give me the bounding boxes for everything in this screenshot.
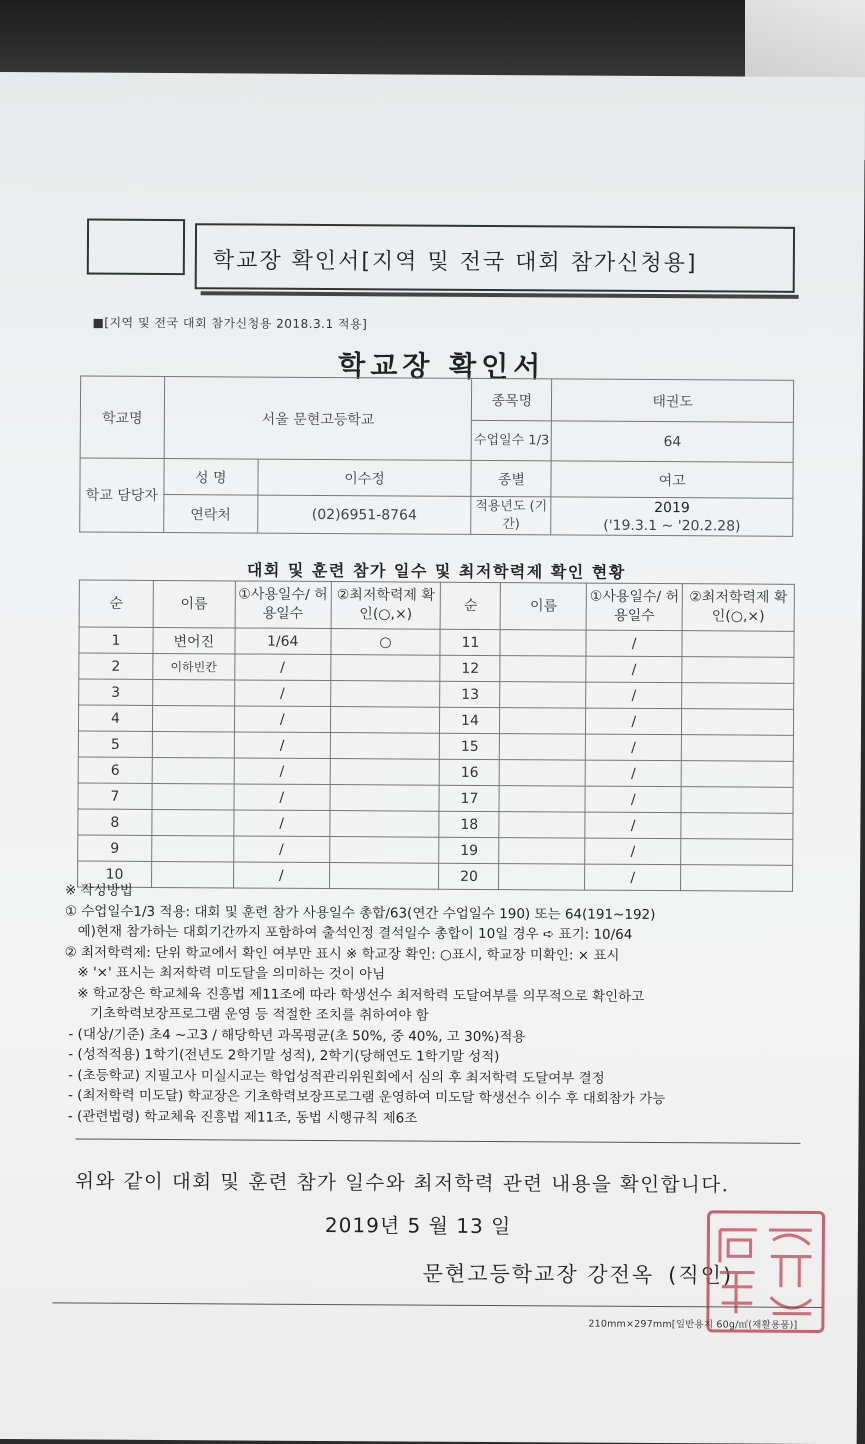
row-name <box>152 731 234 757</box>
row-days: / <box>586 708 682 735</box>
row-check <box>681 735 793 762</box>
row-no: 17 <box>439 785 499 811</box>
section-title: 대회 및 훈련 참가 일수 및 최저학력제 확인 현황 <box>246 560 626 582</box>
instruction-line: - (성적적용) 1학기(전년도 2학기말 성적), 2학기(당해연도 1학기말 성적) <box>63 1046 500 1066</box>
row-days: / <box>585 760 681 787</box>
row-days: / <box>234 706 330 733</box>
participation-table <box>77 579 795 891</box>
seal-pattern <box>709 1213 822 1330</box>
row-days: / <box>234 810 330 837</box>
signer-line <box>423 1258 734 1290</box>
name-label: 성 명 <box>164 459 258 496</box>
document-title: 학교장 확인서 <box>338 349 546 384</box>
row-name <box>500 760 586 787</box>
row-days: / <box>234 758 330 785</box>
row-name: 변어진 <box>153 627 235 653</box>
gender-label: 종별 <box>471 460 551 496</box>
divider <box>75 1138 800 1143</box>
event-value: 태권도 <box>552 379 794 422</box>
school-name-label: 학교명 <box>80 376 164 459</box>
row-name <box>500 630 586 657</box>
row-days: / <box>585 838 681 865</box>
instruction-line: 기초학력보장프로그램 운영 등 적절한 조치를 취하여야 함 <box>64 1005 429 1024</box>
row-no: 18 <box>439 811 499 837</box>
year-cell <box>551 497 793 536</box>
official-seal-stamp <box>706 1210 825 1333</box>
row-name <box>500 734 586 761</box>
row-no: 14 <box>440 707 500 733</box>
col-no: 순 <box>79 580 153 627</box>
document-page <box>0 72 865 1444</box>
row-name <box>500 708 586 735</box>
row-no: 10 <box>78 861 152 887</box>
row-no: 6 <box>78 757 152 783</box>
row-days: / <box>585 864 681 891</box>
row-check <box>330 655 440 682</box>
form-subline: ■[지역 및 전국 대회 참가신청용 2018.3.1 적용] <box>92 315 368 332</box>
instruction-line: - (관련법령) 학교체육 진흥법 제11조, 동법 시행규칙 제6조 <box>63 1107 418 1127</box>
row-check <box>330 759 440 786</box>
row-no: 16 <box>440 759 500 785</box>
col-days: ①사용일수/ 허용일수 <box>586 583 682 631</box>
instruction-line: ② 최저학력제: 단위 학교에서 확인 여부만 표시 ※ 학교장 확인: ○표시, 학교장 미확인: × 표시 <box>64 943 620 964</box>
row-check <box>681 813 793 840</box>
row-name <box>499 786 585 813</box>
row-days: / <box>586 734 682 761</box>
row-name <box>152 809 234 835</box>
row-check <box>682 657 794 684</box>
col-days: ①사용일수/ 허용일수 <box>235 581 331 629</box>
event-label: 종목명 <box>472 378 552 420</box>
row-check <box>681 839 793 866</box>
contact-label: 연락처 <box>164 495 258 534</box>
row-name <box>153 679 235 705</box>
row-no: 5 <box>78 731 152 757</box>
days-value: 64 <box>551 421 793 462</box>
row-check <box>330 785 440 812</box>
paper-spec: 210mm×297mm[일반용지 60g/㎡(재활용품)] <box>588 1318 798 1331</box>
gender-value: 여고 <box>551 461 793 498</box>
row-name <box>499 812 585 839</box>
row-no: 11 <box>440 629 500 655</box>
row-check <box>329 811 439 838</box>
row-days: / <box>234 784 330 811</box>
manager-label: 학교 담당자 <box>80 458 164 533</box>
row-name <box>152 783 234 809</box>
form-number-box <box>87 219 185 276</box>
school-name-value: 서울 문현고등학교 <box>164 377 472 461</box>
col-name: 이름 <box>500 583 586 631</box>
instruction-line: - (초등학교) 지필고사 미실시교는 학업성적관리위원회에서 심의 후 최저학력 도달여부 결정 <box>63 1066 605 1087</box>
seal-mark-label: (직인) <box>668 1263 734 1288</box>
row-no: 7 <box>78 783 152 809</box>
row-days: / <box>586 656 682 683</box>
instruction-line: ※ '×' 표시는 최저학력 미도달을 의미하는 것이 아님 <box>64 964 386 983</box>
row-no: 2 <box>79 653 153 679</box>
row-no: 1 <box>79 627 153 653</box>
year-label: 적용년도 (기간) <box>471 496 551 534</box>
row-check <box>681 761 793 788</box>
row-name <box>152 835 234 861</box>
header-title-box <box>195 223 795 293</box>
row-check <box>330 733 440 760</box>
row-no: 12 <box>440 655 500 681</box>
col-check: ②최저학력제 확인(○,×) <box>682 584 794 632</box>
row-check <box>330 707 440 734</box>
row-days: 1/64 <box>235 628 331 655</box>
instruction-line: 예)현재 참가하는 대회기간까지 포함하여 출석인정 결석일수 총합이 10일 경우 ➪ 표기: 10/64 <box>64 923 633 943</box>
row-no: 9 <box>78 835 152 861</box>
writing-instructions <box>64 880 825 1131</box>
name-value: 이수정 <box>258 459 472 496</box>
row-days: / <box>586 682 682 709</box>
days-label: 수업일수 1/3 <box>472 420 552 460</box>
row-name <box>152 705 234 731</box>
col-name: 이름 <box>153 580 235 627</box>
row-days: / <box>234 680 330 707</box>
row-days: / <box>585 812 681 839</box>
col-check: ②최저학력제 확인(○,×) <box>331 582 441 630</box>
header-title: 학교장 확인서[지역 및 전국 대회 참가신청용] <box>212 248 698 277</box>
row-days: / <box>233 836 329 863</box>
row-no: 3 <box>79 679 153 705</box>
instruction-line: - (최저학력 미도달) 학교장은 기초학력보장프로그램 운영하여 미도달 학생선수 이수 후 대회참가 가능 <box>63 1087 666 1108</box>
row-days: / <box>585 786 681 813</box>
year-value: 2019 <box>654 499 690 516</box>
row-days: / <box>235 654 331 681</box>
instruction-line: ① 수업일수1/3 적용: 대회 및 훈련 참가 사용일수 총합/63(연간 수업일수 190) 또는 64(191~192) <box>64 902 656 923</box>
issue-date: 2019년 5 월 13 일 <box>324 1213 512 1239</box>
row-no: 20 <box>439 863 499 889</box>
row-days: / <box>234 732 330 759</box>
table-header-row <box>79 580 794 631</box>
row-name <box>500 682 586 709</box>
row-check <box>681 787 793 814</box>
row-check <box>329 837 439 864</box>
school-info-table <box>79 375 794 536</box>
col-no: 순 <box>441 582 501 629</box>
row-check <box>682 709 794 736</box>
row-check <box>330 681 440 708</box>
row-check: ○ <box>331 629 441 656</box>
row-no: 19 <box>439 837 499 863</box>
signer-name: 문현고등학교장 강전옥 <box>422 1261 655 1288</box>
row-name <box>152 757 234 783</box>
instruction-line: ※ 학교장은 학교체육 진흥법 제11조에 따라 학생선수 최저학력 도달여부를 의무적으로 확인하고 <box>64 984 645 1005</box>
row-name: 이하빈칸 <box>153 653 235 679</box>
row-no: 8 <box>78 809 152 835</box>
row-check <box>682 631 794 658</box>
instruction-line: - (대상/기준) 초4 ~고3 / 해당학년 과목평균(초 50%, 중 40%, 고 30%)적용 <box>64 1025 526 1045</box>
period-value: ('19.3.1 ~ '20.2.28) <box>603 517 741 535</box>
row-days: / <box>586 630 682 657</box>
confirmation-statement: 위와 같이 대회 및 훈련 참가 일수와 최저학력 관련 내용을 확인합니다. <box>75 1169 730 1197</box>
row-name <box>500 656 586 683</box>
row-name <box>499 838 585 865</box>
row-no: 15 <box>440 733 500 759</box>
row-check <box>682 683 794 710</box>
row-no: 4 <box>78 705 152 731</box>
instruction-line: ※ 작성방법 <box>64 882 133 899</box>
row-days: / <box>233 862 329 889</box>
row-no: 13 <box>440 681 500 707</box>
contact-value: (02)6951-8764 <box>257 495 471 534</box>
